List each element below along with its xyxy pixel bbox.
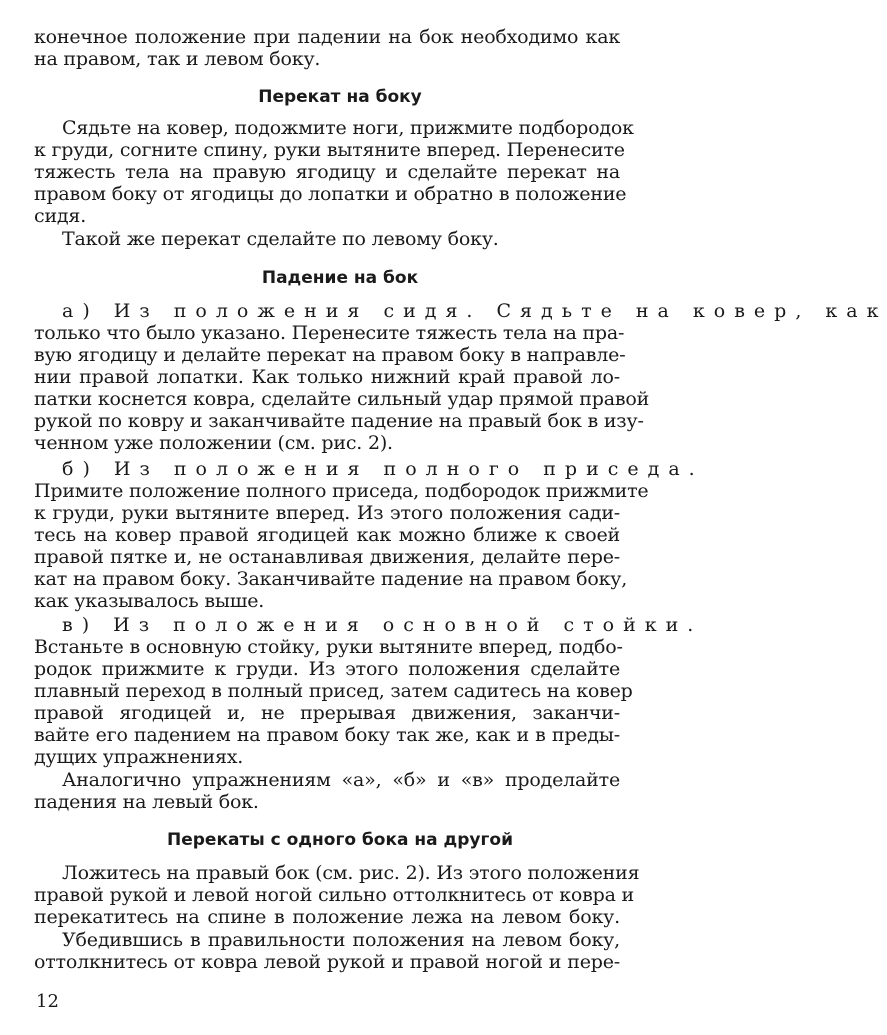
text-line: нии правой лопатки. Как только нижний край правой ло- bbox=[34, 366, 620, 388]
text-line: Аналогично упражнениям «а», «б» и «в» проделайте bbox=[62, 769, 620, 791]
text-line: тяжесть тела на правую ягодицу и сделайте перекат на bbox=[34, 161, 620, 183]
text-line: к груди, согните спину, руки вытяните вперед. Перенесите bbox=[34, 139, 625, 161]
text-line: перекатитесь на спине в положение лежа на левом боку. bbox=[34, 906, 620, 928]
text-line: конечное положение при падении на бок необходимо как bbox=[34, 26, 620, 48]
text-line: Примите положение полного приседа, подбородок прижмите bbox=[34, 480, 649, 502]
text-line: б) Из положения полного приседа. bbox=[62, 458, 704, 480]
text-line: как указывалось выше. bbox=[34, 590, 265, 612]
section-heading: Перекат на боку bbox=[258, 87, 422, 107]
text-line: только что было указано. Перенесите тяжесть тела на пра- bbox=[34, 322, 625, 344]
text-line: Такой же перекат сделайте по левому боку. bbox=[62, 228, 499, 250]
text-line: вайте его падением на правом боку так же, как и в преды- bbox=[34, 724, 620, 746]
text-line: оттолкнитесь от ковра левой рукой и правой ногой и пере- bbox=[34, 951, 620, 973]
text-line: дущих упражнениях. bbox=[34, 746, 244, 768]
text-line: Ложитесь на правый бок (см. рис. 2). Из этого положения bbox=[62, 862, 640, 884]
text-line: Сядьте на ковер, подожмите ноги, прижмите подбородок bbox=[62, 117, 634, 139]
text-line: ченном уже положении (см. рис. 2). bbox=[34, 432, 393, 454]
text-line: рукой по ковру и заканчивайте падение на правый бок в изу- bbox=[34, 410, 644, 432]
text-line: сидя. bbox=[34, 205, 87, 227]
text-line: правой ягодицей и, не прерывая движения, заканчи- bbox=[34, 702, 620, 724]
page-number: 12 bbox=[36, 991, 59, 1012]
text-line: тесь на ковер правой ягодицей как можно ближе к своей bbox=[34, 524, 620, 546]
text-line: плавный переход в полный присед, затем садитесь на ковер bbox=[34, 680, 633, 702]
text-line: кат на правом боку. Заканчивайте падение на правом боку, bbox=[34, 568, 628, 590]
text-line: к груди, руки вытяните вперед. Из этого положения сади- bbox=[34, 502, 620, 524]
text-line: патки коснется ковра, сделайте сильный удар прямой правой bbox=[34, 388, 650, 410]
text-line: на правом, так и левом боку. bbox=[34, 48, 321, 70]
text-line: Убедившись в правильности положения на левом боку, bbox=[62, 929, 620, 951]
text-line: падения на левый бок. bbox=[34, 791, 259, 813]
text-line: в) Из положения основной стойки. bbox=[62, 614, 703, 636]
text-line: а) Из положения сидя. Сядьте на ковер, как bbox=[62, 300, 887, 322]
text-line: правой рукой и левой ногой сильно оттолкнитесь от ковра и bbox=[34, 884, 635, 906]
text-line: Встаньте в основную стойку, руки вытяните вперед, подбо- bbox=[34, 636, 623, 658]
text-line: правом боку от ягодицы до лопатки и обратно в положение bbox=[34, 183, 627, 205]
section-heading: Перекаты с одного бока на другой bbox=[167, 830, 513, 850]
text-line: правой пятке и, не останавливая движения, делайте пере- bbox=[34, 546, 620, 568]
text-line: вую ягодицу и делайте перекат на правом боку в направле- bbox=[34, 344, 626, 366]
text-line: родок прижмите к груди. Из этого положения сделайте bbox=[34, 658, 620, 680]
section-heading: Падение на бок bbox=[261, 268, 419, 288]
